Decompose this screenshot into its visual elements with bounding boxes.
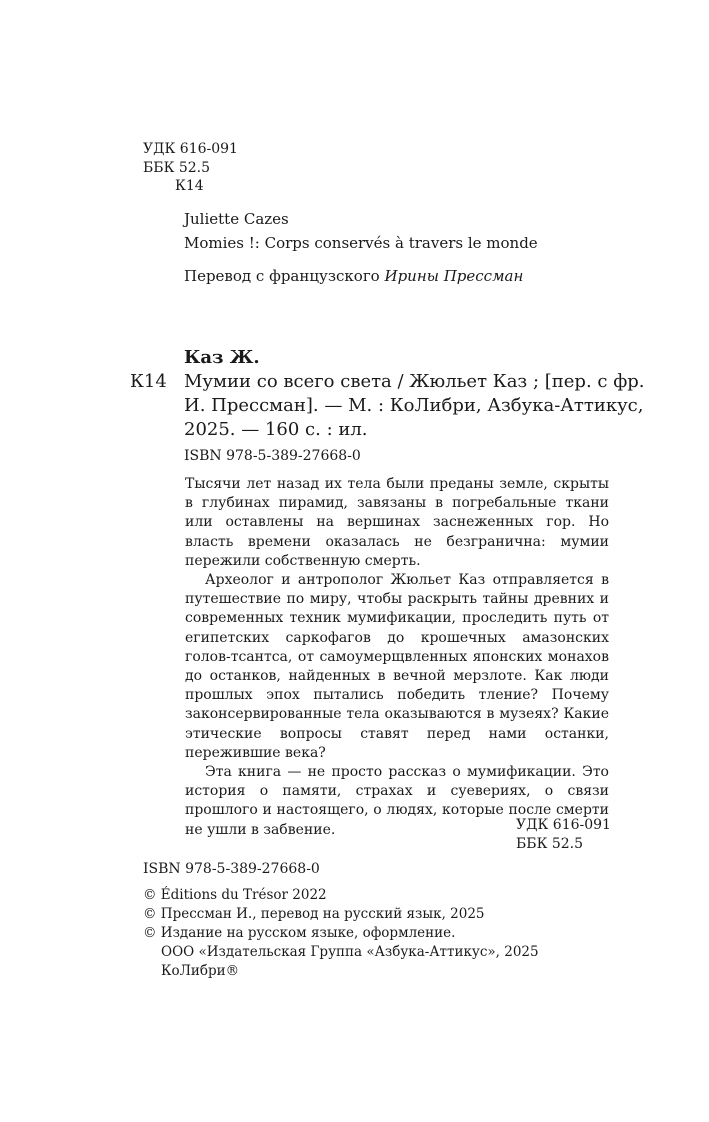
bib-line-1: Мумии со всего света / Жюльет Каз ; [пер. с фр. bbox=[184, 371, 645, 392]
bbk-top: ББК 52.5 bbox=[143, 160, 211, 176]
translation-credit bbox=[184, 264, 523, 288]
translator-name: Ирины Прессман bbox=[384, 267, 524, 285]
udk-top: УДК 616-091 bbox=[143, 141, 238, 157]
book-description bbox=[185, 475, 609, 840]
bbk-bottom: ББК 52.5 bbox=[516, 836, 584, 852]
bib-isbn: ISBN 978-5-389-27668-0 bbox=[184, 448, 361, 464]
copyright-line: © Издание на русском языке, оформление. bbox=[143, 925, 456, 941]
isbn-bottom: ISBN 978-5-389-27668-0 bbox=[143, 861, 320, 877]
description-paragraph: Эта книга — не просто рассказ о мумификации. Это история о памяти, страхах и суевериях, о связи прошлого и настоящего, о людях, которые после смерти не ушли в забвение. bbox=[185, 764, 609, 838]
publisher-line: ООО «Издательская Группа «Азбука-Аттикус», 2025 bbox=[161, 944, 539, 960]
bib-line-3: 2025. — 160 с. : ил. bbox=[184, 419, 368, 440]
translation-prefix: Перевод с французского bbox=[184, 267, 380, 285]
bib-line-2: И. Прессман]. — М. : КоЛибри, Азбука-Аттикус, bbox=[184, 395, 644, 416]
copyright-line: © Прессман И., перевод на русский язык, 2025 bbox=[143, 906, 485, 922]
bib-heading: Каз Ж. bbox=[184, 347, 260, 368]
author-mark-top: К14 bbox=[175, 178, 204, 194]
udk-bottom: УДК 616-091 bbox=[516, 817, 611, 833]
bib-mark: К14 bbox=[130, 371, 167, 392]
imprint-line: КоЛибри® bbox=[161, 963, 240, 979]
copyright-line: © Éditions du Trésor 2022 bbox=[143, 887, 327, 903]
description-paragraph: Археолог и антрополог Жюльет Каз отправляется в путешествие по миру, чтобы раскрыть тайны древних и современных техник мумификации, проследить путь от египетских саркофагов до крошечных амазонских голов-тсантса, от самоумерщвленных японских монахов до останков, найденных в вечной мерзлоте. Как люди прошлых эпох пытались победить тление? Почему законсервированные тела оказываются в музеях? Какие этические вопросы ставят перед нами останки, пережившие века? bbox=[185, 572, 609, 761]
description-paragraph: Тысячи лет назад их тела были преданы земле, скрыты в глубинах пирамид, завязаны в погребальные ткани или оставлены на вершинах заснеженных гор. Но власть времени оказалась не безгранична: мумии пережили собственную смерть. bbox=[185, 476, 609, 569]
original-author: Juliette Cazes bbox=[184, 210, 289, 228]
original-title: Momies !: Corps conservés à travers le monde bbox=[184, 234, 538, 252]
copyright-block bbox=[143, 886, 539, 981]
